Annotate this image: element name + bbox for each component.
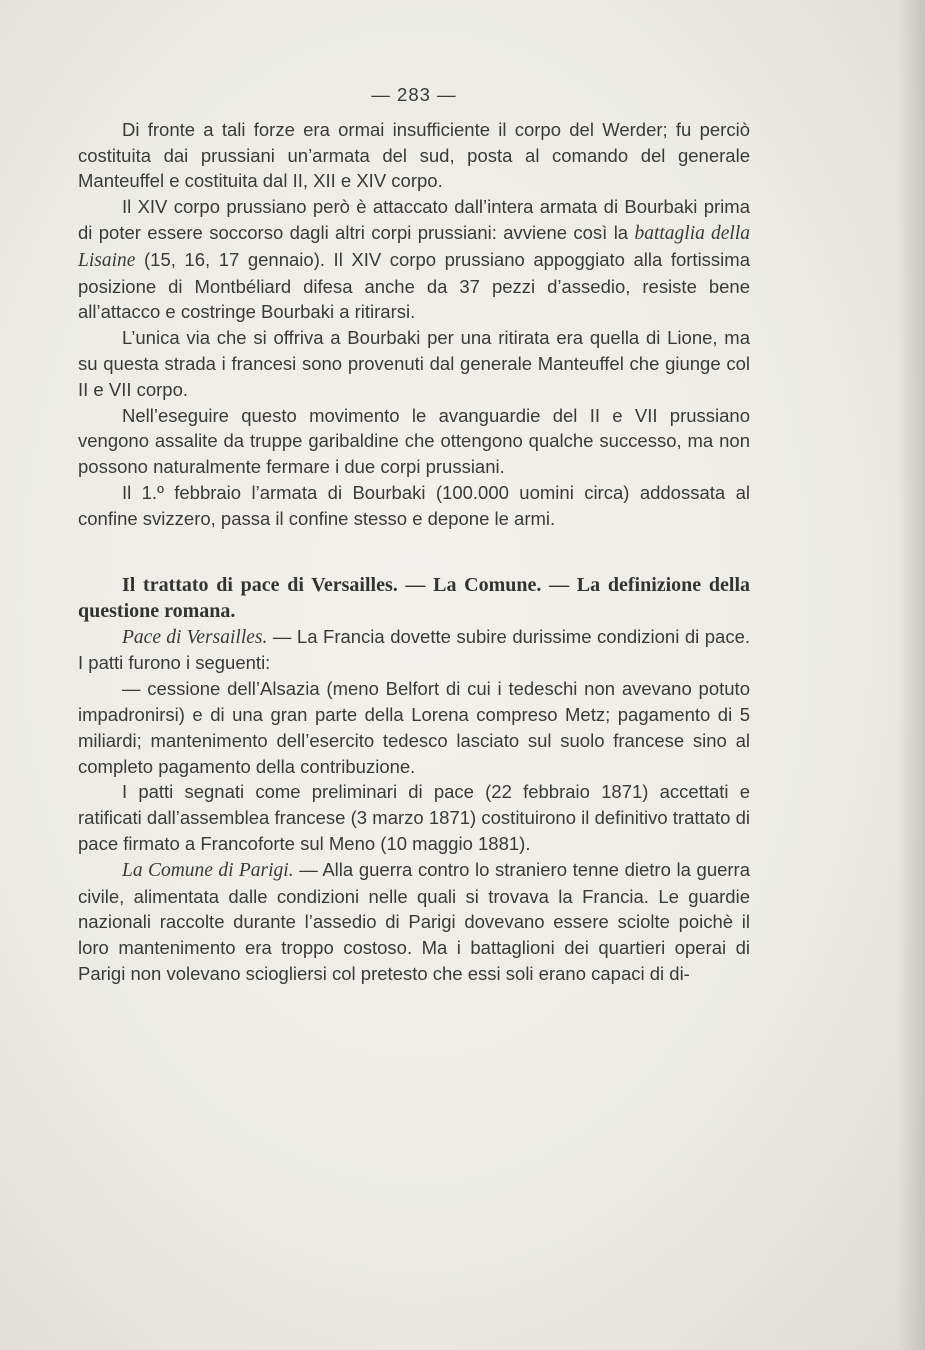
paragraph: Il 1.º febbraio l’armata di Bourbaki (100.000 uomini circa) addossata al confine svizzero, passa il confine stesso e depone le armi. xyxy=(78,481,750,529)
paragraph: Il XIV corpo prussiano però è attaccato dall’intera armata di Bourbaki prima di poter essere soccorso dagli altri corpi prussiani: avviene così la battaglia della Lisaine (15, 16, 17 gennaio). Il XIV corpo prussiano appoggiato alla fortissima posizione di Montbéliard difesa anche da 37 pezzi d’assedio, resiste bene all’attacco e costringe Bourbaki a ritirarsi. xyxy=(78,196,750,323)
page-content xyxy=(78,82,750,987)
paragraph: Di fronte a tali forze era ormai insufficiente il corpo del Werder; fu perciò costituita dai prussiani un’armata del sud, posta al comando del generale Manteuffel e costituita dal II, XII e XIV corpo. xyxy=(78,118,750,192)
paragraph: I patti segnati come preliminari di pace (22 febbraio 1871) accettati e ratificati dall’assemblea francese (3 marzo 1871) costituirono il definitivo trattato di pace firmato a Francoforte sul Meno (10 maggio 1881). xyxy=(78,781,750,854)
paragraph: La Comune di Parigi. — Alla guerra contro lo straniero tenne dietro la guerra civile, alimentata dalle condizioni nelle quali si trovava la Francia. Le guardie nazionali raccolte durante l’assedio di Parigi dovevano essere sciolte poichè il loro mantenimento era troppo costoso. Ma i battaglioni dei quartieri operai di Parigi non volevano sciogliersi col pretesto che essi soli erano capaci di di- xyxy=(78,858,751,984)
paragraph: L’unica via che si offriva a Bourbaki per una ritirata era quella di Lione, ma su questa strada i francesi sono provenuti dal generale Manteuffel che giunge col II e VII corpo. xyxy=(78,327,750,400)
section-heading: Il trattato di pace di Versailles. — La Comune. — La definizione della questione romana. xyxy=(78,573,750,622)
italic-subheading: La Comune di Parigi. xyxy=(122,859,294,881)
paragraph: Nell’eseguire questo movimento le avanguardie del II e VII prussiano vengono assalite da truppe garibaldine che ottengono qualche successo, ma non possono naturalmente fermare i due corpi prussiani. xyxy=(78,404,750,478)
italic-subheading: Pace di Versailles. xyxy=(122,626,268,648)
page-edge-shadow xyxy=(897,0,925,1350)
italic-term: battaglia della Lisaine xyxy=(78,222,750,271)
page-number: — 283 — xyxy=(371,84,457,105)
paragraph: Pace di Versailles. — La Francia dovette subire durissime condizioni di pace. I patti furono i seguenti: xyxy=(78,625,751,674)
paragraph: — cessione dell’Alsazia (meno Belfort di cui i tedeschi non avevano potuto impadronirsi) e di una gran parte della Lorena compreso Metz; pagamento di 5 miliardi; mantenimento dell’esercito tedesco lasciato sul suolo francese sino al completo pagamento della contribuzione. xyxy=(78,678,750,777)
